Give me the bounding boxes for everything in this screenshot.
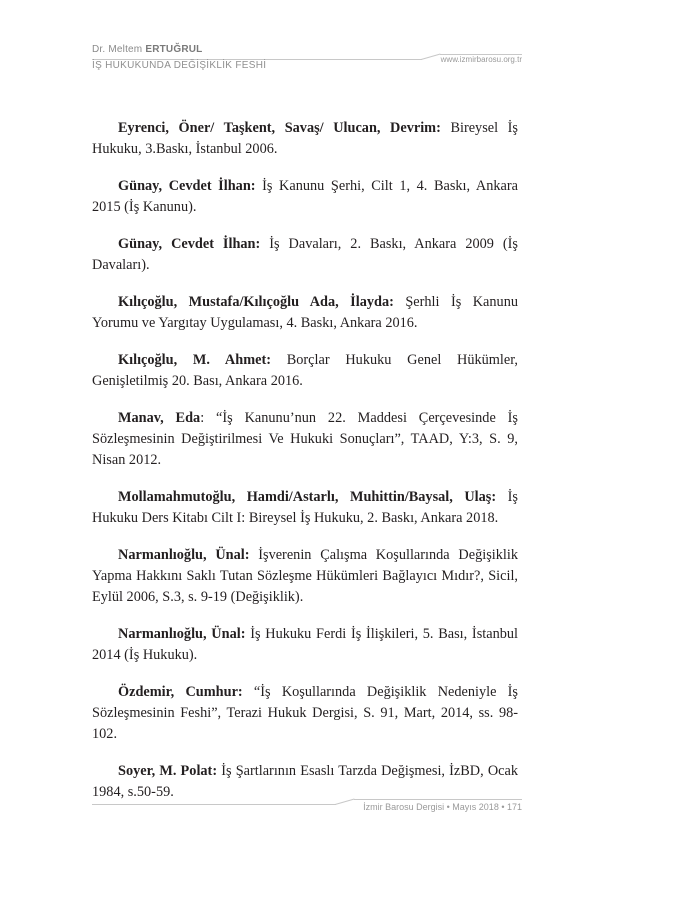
reference-author: Narmanlıoğlu, Ünal: <box>118 626 246 642</box>
reference-author: Kılıçoğlu, M. Ahmet: <box>118 352 271 368</box>
reference-details: “İş Koşullarında Değişiklik Nedeniyle İş Sözleşmesinin Feshi”, Terazi Hukuk Dergisi, S. 91, Mart, 2014, ss. 98-102. <box>92 684 518 742</box>
reference-author: Kılıçoğlu, Mustafa/Kılıçoğlu Ada, İlayda: <box>118 294 394 310</box>
article-title: İŞ HUKUKUNDA DEĞİŞİKLİK FESHİ <box>92 60 267 71</box>
reference-entry <box>92 682 518 745</box>
reference-author: Manav, Eda <box>118 410 201 426</box>
reference-details: İş Hukuku Ders Kitabı Cilt I: Bireysel İş Hukuku, 2. Baskı, Ankara 2018. <box>92 489 518 526</box>
website-url: www.izmirbarosu.org.tr <box>440 55 522 64</box>
reference-entry <box>92 545 518 608</box>
reference-author: Özdemir, Cumhur: <box>118 684 243 700</box>
reference-entry <box>92 408 518 471</box>
reference-details: Şerhli İş Kanunu Yorumu ve Yargıtay Uygulaması, 4. Baskı, Ankara 2016. <box>92 294 518 331</box>
reference-entry <box>92 176 518 218</box>
reference-author: Günay, Cevdet İlhan: <box>118 178 256 194</box>
reference-details: İş Davaları, 2. Baskı, Ankara 2009 (İş Davaları). <box>92 236 519 273</box>
reference-entry <box>92 234 518 276</box>
reference-details: İşverenin Çalışma Koşullarında Değişiklik Yapma Hakkını Saklı Tutan Sözleşme Hükümleri Bağlayıcı Mıdır?, Sicil, Eylül 2006, S.3, s. 9-19 (Değişiklik). <box>92 547 518 605</box>
reference-list <box>92 118 518 819</box>
footer-rule <box>92 804 336 805</box>
reference-author: Soyer, M. Polat: <box>118 763 218 779</box>
reference-entry <box>92 624 518 666</box>
reference-details: İş Kanunu Şerhi, Cilt 1, 4. Baskı, Ankara 2015 (İş Kanunu). <box>92 178 518 215</box>
page-header <box>92 44 522 78</box>
reference-details: İş Şartlarının Esaslı Tarzda Değişmesi, İzBD, Ocak 1984, s.50-59. <box>92 763 518 800</box>
author-surname: ERTUĞRUL <box>145 44 203 55</box>
author-name <box>92 44 202 55</box>
reference-author: Eyrenci, Öner/ Taşkent, Savaş/ Ulucan, Devrim: <box>118 120 441 136</box>
author-first-name: Dr. Meltem <box>92 44 146 55</box>
page-footer <box>92 790 522 814</box>
reference-details: : “İş Kanunu’nun 22. Maddesi Çerçevesinde İş Sözleşmesinin Değiştirilmesi Ve Hukuki Sonuçları”, TAAD, Y:3, S. 9, Nisan 2012. <box>92 410 518 468</box>
reference-details: Borçlar Hukuku Genel Hükümler, Genişletilmiş 20. Bası, Ankara 2016. <box>92 352 518 389</box>
reference-details: Bireysel İş Hukuku, 3.Baskı, İstanbul 2006. <box>92 120 518 157</box>
reference-author: Günay, Cevdet İlhan: <box>118 236 261 252</box>
reference-entry <box>92 487 518 529</box>
reference-entry <box>92 350 518 392</box>
reference-details: İş Hukuku Ferdi İş İlişkileri, 5. Bası, İstanbul 2014 (İş Hukuku). <box>92 626 518 663</box>
reference-author: Mollamahmutoğlu, Hamdi/Astarlı, Muhittin/Baysal, Ulaş: <box>118 489 497 505</box>
reference-entry <box>92 292 518 334</box>
footer-rule-right <box>354 799 522 800</box>
journal-issue-page-number: İzmir Barosu Dergisi • Mayıs 2018 • 171 <box>363 802 522 812</box>
reference-author: Narmanlıoğlu, Ünal: <box>118 547 250 563</box>
reference-entry <box>92 118 518 160</box>
